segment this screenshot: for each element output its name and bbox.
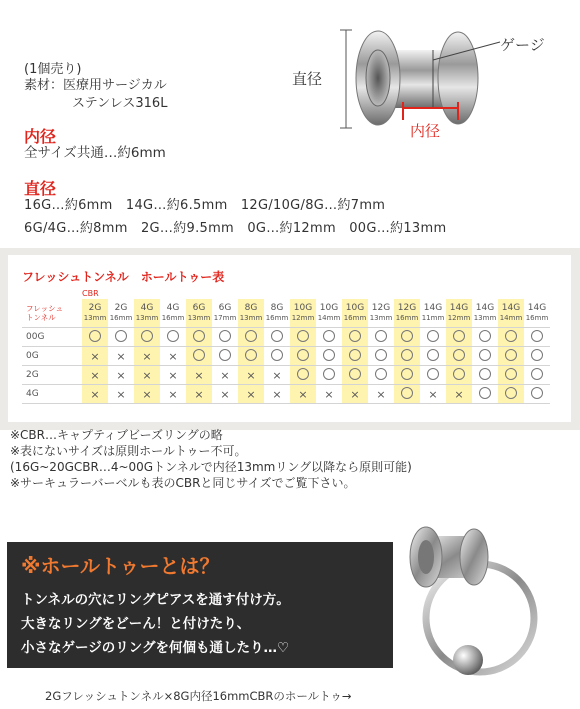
- ok-circle-icon: [290, 366, 316, 385]
- ng-cross-icon: ×: [108, 347, 134, 366]
- table-row: [22, 328, 550, 347]
- banner-line3: 小さなゲージのリングを何個も通したり…♡: [21, 640, 290, 656]
- column-header: [316, 299, 342, 328]
- ng-cross-icon: ×: [186, 366, 212, 385]
- ok-circle-icon: [212, 328, 238, 347]
- column-inner-diameter: 13mm: [369, 314, 393, 322]
- ng-cross-icon: ×: [238, 385, 264, 404]
- ok-circle-icon: [368, 328, 394, 347]
- ok-circle-icon: [394, 385, 420, 404]
- ng-cross-icon: ×: [342, 385, 368, 404]
- ok-circle-icon: [342, 328, 368, 347]
- ng-cross-icon: ×: [160, 366, 186, 385]
- ng-cross-icon: ×: [160, 347, 186, 366]
- ok-circle-icon: [368, 347, 394, 366]
- ok-circle-icon: [238, 347, 264, 366]
- column-header: [160, 299, 186, 328]
- column-gauge: 14G: [501, 303, 521, 313]
- table-row: [22, 385, 550, 404]
- column-gauge: 2G: [114, 303, 128, 313]
- column-inner-diameter: 16mm: [343, 314, 367, 322]
- ng-cross-icon: ×: [134, 366, 160, 385]
- column-header: [394, 299, 420, 328]
- column-inner-diameter: 13mm: [187, 314, 211, 322]
- ok-circle-icon: [186, 328, 212, 347]
- ok-circle-icon: [290, 328, 316, 347]
- column-inner-diameter: 13mm: [83, 314, 107, 322]
- ng-cross-icon: ×: [368, 385, 394, 404]
- column-header: [212, 299, 238, 328]
- ok-circle-icon: [524, 385, 550, 404]
- ok-circle-icon: [498, 347, 524, 366]
- cbr-row: [22, 287, 550, 299]
- column-header: [498, 299, 524, 328]
- ok-circle-icon: [446, 366, 472, 385]
- unit-text: (1個売り): [24, 62, 82, 77]
- ok-circle-icon: [316, 366, 342, 385]
- ok-circle-icon: [108, 328, 134, 347]
- ng-cross-icon: ×: [186, 385, 212, 404]
- column-header: [290, 299, 316, 328]
- ng-cross-icon: ×: [212, 366, 238, 385]
- hole-to-table-card: [8, 255, 571, 422]
- column-inner-diameter: 13mm: [135, 314, 159, 322]
- ok-circle-icon: [420, 347, 446, 366]
- note-small-gauge: (16G~20GCBR…4~00Gトンネルで内径13mmリング以降なら原則可能): [10, 460, 412, 474]
- inner-label: 内径: [410, 122, 441, 140]
- column-gauge: 6G: [192, 303, 206, 313]
- ok-circle-icon: [472, 385, 498, 404]
- table-row: [22, 347, 550, 366]
- column-gauge: 10G: [345, 303, 365, 313]
- ok-circle-icon: [394, 328, 420, 347]
- diameter-label: 直径: [292, 70, 323, 88]
- column-inner-diameter: 16mm: [161, 314, 185, 322]
- ok-circle-icon: [472, 347, 498, 366]
- ng-cross-icon: ×: [264, 366, 290, 385]
- column-header: [238, 299, 264, 328]
- ng-cross-icon: ×: [82, 347, 108, 366]
- ok-circle-icon: [446, 328, 472, 347]
- column-header: [82, 299, 108, 328]
- ok-circle-icon: [498, 328, 524, 347]
- column-gauge: 12G: [371, 303, 391, 313]
- diameter-line1: 16G…約6mm 14G…約6.5mm 12G/10G/8G…約7mm: [24, 198, 386, 213]
- ok-circle-icon: [82, 328, 108, 347]
- column-header: [472, 299, 498, 328]
- column-inner-diameter: 14mm: [499, 314, 523, 322]
- header-row: [22, 299, 550, 328]
- column-header: [446, 299, 472, 328]
- column-header: [108, 299, 134, 328]
- ring-tunnel-photo: [400, 522, 550, 682]
- ok-circle-icon: [212, 347, 238, 366]
- corner-label: フレッシュ トンネル: [22, 299, 82, 328]
- row-label: 2G: [22, 366, 82, 385]
- ng-cross-icon: ×: [134, 347, 160, 366]
- column-gauge: 10G: [319, 303, 339, 313]
- column-header: [420, 299, 446, 328]
- ok-circle-icon: [342, 366, 368, 385]
- ok-circle-icon: [316, 347, 342, 366]
- ok-circle-icon: [264, 347, 290, 366]
- column-header: [342, 299, 368, 328]
- column-inner-diameter: 11mm: [421, 314, 445, 322]
- diameter-line2: 6G/4G…約8mm 2G…約9.5mm 0G…約12mm 00G…約13mm: [24, 221, 447, 236]
- ok-circle-icon: [472, 328, 498, 347]
- ok-circle-icon: [524, 347, 550, 366]
- column-gauge: 10G: [293, 303, 313, 313]
- photo-caption: 2Gフレッシュトンネル×8G内径16mmCBRのホールトゥ→: [45, 689, 352, 703]
- ok-circle-icon: [264, 328, 290, 347]
- column-gauge: 14G: [527, 303, 547, 313]
- ok-circle-icon: [368, 366, 394, 385]
- ok-circle-icon: [316, 328, 342, 347]
- ok-circle-icon: [160, 328, 186, 347]
- ng-cross-icon: ×: [160, 385, 186, 404]
- inner-heading: 内径: [24, 127, 57, 146]
- ok-circle-icon: [394, 347, 420, 366]
- banner-line1: トンネルの穴にリングピアスを通す付け方。: [21, 592, 290, 608]
- ok-circle-icon: [238, 328, 264, 347]
- column-header: [368, 299, 394, 328]
- column-inner-diameter: 16mm: [395, 314, 419, 322]
- ok-circle-icon: [498, 366, 524, 385]
- hole-to-banner: [7, 542, 393, 668]
- hole-to-table-panel: [0, 248, 580, 430]
- column-inner-diameter: 14mm: [317, 314, 341, 322]
- column-gauge: 6G: [218, 303, 232, 313]
- ok-circle-icon: [342, 347, 368, 366]
- column-gauge: 8G: [244, 303, 258, 313]
- ok-circle-icon: [186, 347, 212, 366]
- ng-cross-icon: ×: [108, 385, 134, 404]
- material-text: 素材：医療用サージカル: [24, 78, 167, 93]
- tunnel-diagram: [290, 20, 570, 150]
- ng-cross-icon: ×: [108, 366, 134, 385]
- table-row: [22, 366, 550, 385]
- table-title: フレッシュトンネル ホールトゥー表: [22, 270, 225, 284]
- ng-cross-icon: ×: [134, 385, 160, 404]
- diameter-heading: 直径: [24, 179, 57, 198]
- note-unlisted: ※表にないサイズは原則ホールトゥー不可。: [10, 444, 247, 458]
- note-circular: ※サーキュラーバーベルも表のCBRと同じサイズでご覧下さい。: [10, 476, 356, 490]
- ok-circle-icon: [394, 366, 420, 385]
- column-gauge: 2G: [88, 303, 102, 313]
- ok-circle-icon: [420, 366, 446, 385]
- row-label: 00G: [22, 328, 82, 347]
- cbr-label: CBR: [82, 288, 99, 298]
- column-gauge: 14G: [475, 303, 495, 313]
- row-label: 0G: [22, 347, 82, 366]
- column-inner-diameter: 16mm: [265, 314, 289, 322]
- column-gauge: 4G: [166, 303, 180, 313]
- ok-circle-icon: [524, 328, 550, 347]
- ok-circle-icon: [524, 366, 550, 385]
- inner-text: 全サイズ共通…約6mm: [24, 145, 166, 161]
- column-header: [186, 299, 212, 328]
- column-gauge: 4G: [140, 303, 154, 313]
- hole-to-table: [22, 287, 550, 404]
- column-inner-diameter: 13mm: [473, 314, 497, 322]
- column-inner-diameter: 16mm: [109, 314, 133, 322]
- ok-circle-icon: [290, 347, 316, 366]
- note-cbr: ※CBR…キャプティブビーズリングの略: [10, 428, 223, 442]
- ng-cross-icon: ×: [238, 366, 264, 385]
- column-inner-diameter: 12mm: [291, 314, 315, 322]
- material-line2: ステンレス316L: [72, 96, 168, 111]
- column-gauge: 14G: [449, 303, 469, 313]
- ng-cross-icon: ×: [264, 385, 290, 404]
- column-header: [524, 299, 550, 328]
- ok-circle-icon: [134, 328, 160, 347]
- ng-cross-icon: ×: [82, 366, 108, 385]
- ng-cross-icon: ×: [420, 385, 446, 404]
- ng-cross-icon: ×: [316, 385, 342, 404]
- banner-title: ※ホールトゥーとは？: [21, 554, 220, 578]
- row-label: 4G: [22, 385, 82, 404]
- gauge-label: ゲージ: [500, 36, 545, 54]
- column-header: [264, 299, 290, 328]
- banner-line2: 大きなリングをどーん！と付けたり、: [21, 616, 251, 632]
- column-gauge: 8G: [270, 303, 284, 313]
- ok-circle-icon: [498, 385, 524, 404]
- ng-cross-icon: ×: [446, 385, 472, 404]
- ok-circle-icon: [446, 347, 472, 366]
- column-inner-diameter: 16mm: [525, 314, 549, 322]
- column-inner-diameter: 12mm: [447, 314, 471, 322]
- ng-cross-icon: ×: [212, 385, 238, 404]
- column-inner-diameter: 17mm: [213, 314, 237, 322]
- ok-circle-icon: [472, 366, 498, 385]
- column-inner-diameter: 13mm: [239, 314, 263, 322]
- column-gauge: 14G: [423, 303, 443, 313]
- column-header: [134, 299, 160, 328]
- column-gauge: 12G: [397, 303, 417, 313]
- notes: [10, 427, 412, 491]
- ok-circle-icon: [420, 328, 446, 347]
- ng-cross-icon: ×: [290, 385, 316, 404]
- ng-cross-icon: ×: [82, 385, 108, 404]
